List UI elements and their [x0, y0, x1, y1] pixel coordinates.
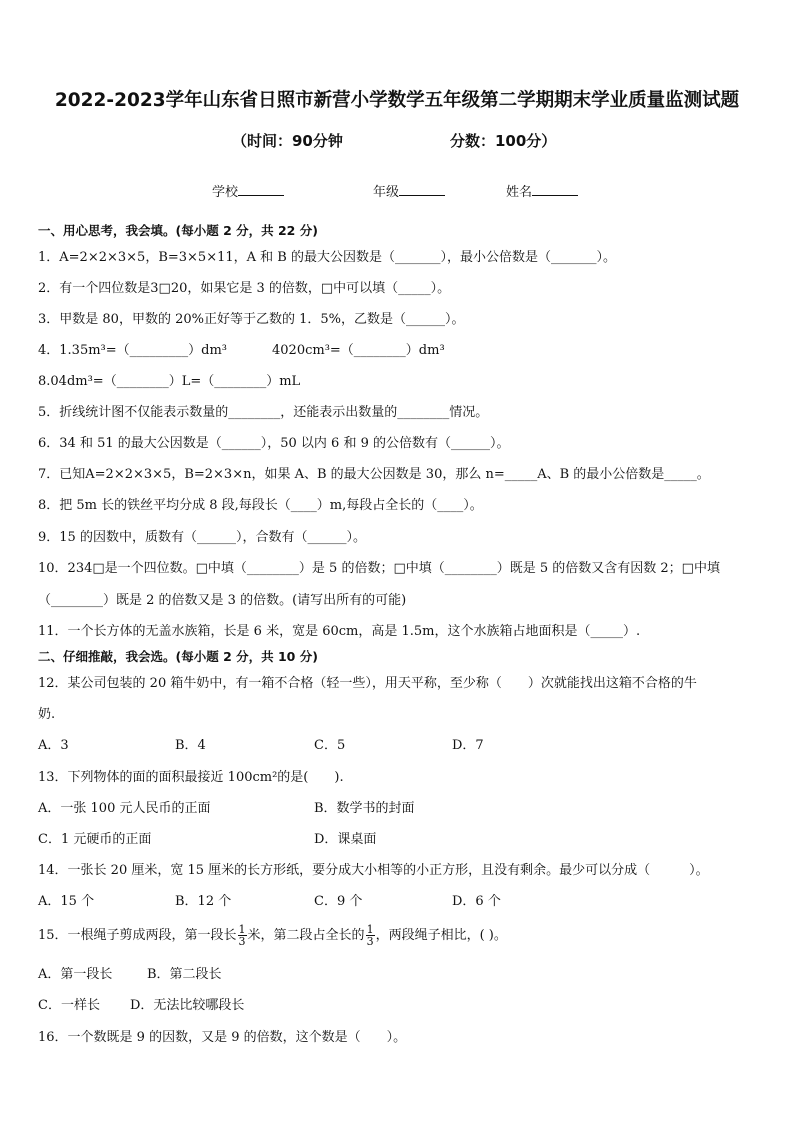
grade-blank[interactable]: [399, 183, 445, 196]
question-14: 14．一张长 20 厘米，宽 15 厘米的长方形纸，要分成大小相等的小正方形，且没有剩余。最少可以分成（ ）。: [38, 863, 709, 878]
question-2: 2．有一个四位数是3□20，如果它是 3 的倍数，□中可以填（_____）。: [38, 281, 451, 296]
grade-label: 年级: [373, 185, 400, 200]
school-blank[interactable]: [238, 183, 284, 196]
question-9: 9．15 的因数中，质数有（______），合数有（______）。: [38, 530, 366, 545]
q15-fraction-1-den: 3: [238, 935, 246, 948]
exam-score: 分数：100分）: [450, 132, 557, 150]
question-15: [38, 924, 507, 947]
name-label: 姓名: [506, 185, 533, 200]
question-11: 11．一个长方体的无盖水族箱，长是 6 米，宽是 60cm，高是 1.5m，这个水族箱占地面积是（_____）.: [38, 624, 641, 639]
question-3: 3．甲数是 80，甲数的 20%正好等于乙数的 1．5%，乙数是（______）。: [38, 312, 465, 327]
q14-option-d[interactable]: D．6 个: [452, 894, 501, 909]
q13-option-a[interactable]: A．一张 100 元人民币的正面: [38, 801, 211, 816]
school-field[interactable]: [212, 181, 284, 200]
q15-fraction-2-num: 1: [366, 923, 374, 936]
question-4a: 4．1.35m³=（_________）dm³: [38, 343, 228, 358]
section2-heading: 二、仔细推敲，我会选。(每小题 2 分，共 10 分): [38, 649, 318, 664]
question-12b: 奶.: [38, 707, 56, 722]
question-12a: 12．某公司包装的 20 箱牛奶中，有一箱不合格（轻一些），用天平称，至少称（ ）次就能找出这箱不合格的牛: [38, 676, 697, 691]
page-title: 2022-2023学年山东省日照市新营小学数学五年级第二学期期末学业质量监测试题: [54, 90, 740, 111]
q15-option-c[interactable]: C．一样长: [38, 998, 100, 1013]
q13-option-b[interactable]: B．数学书的封面: [314, 801, 415, 816]
grade-field[interactable]: [373, 181, 445, 200]
q12-option-d[interactable]: D．7: [452, 738, 484, 753]
q15-option-a[interactable]: A．第一段长: [38, 967, 113, 982]
school-label: 学校: [212, 185, 239, 200]
q13-option-c[interactable]: C．1 元硬币的正面: [38, 832, 152, 847]
name-blank[interactable]: [532, 183, 578, 196]
q14-option-c[interactable]: C．9 个: [314, 894, 363, 909]
q12-option-b[interactable]: B．4: [175, 738, 206, 753]
question-4b: 4020cm³=（________）dm³: [272, 343, 445, 358]
question-6: 6．34 和 51 的最大公因数是（______），50 以内 6 和 9 的公倍数有（______）。: [38, 436, 510, 451]
q15-fraction-1-num: 1: [238, 923, 246, 936]
question-1: 1．A=2×2×3×5，B=3×5×11，A 和 B 的最大公因数是（_______），最小公倍数是（_______）。: [38, 250, 616, 265]
question-7: 7．已知A=2×2×3×5，B=2×3×n，如果 A、B 的最大公因数是 30，那么 n=_____A、B 的最小公倍数是_____。: [38, 467, 710, 482]
q15-text-end: ，两段绳子相比，( )。: [375, 928, 507, 943]
q12-option-c[interactable]: C．5: [314, 738, 346, 753]
question-16: 16．一个数既是 9 的因数，又是 9 的倍数，这个数是（ ）。: [38, 1030, 407, 1045]
name-field[interactable]: [506, 181, 578, 200]
question-5: 5．折线统计图不仅能表示数量的________，还能表示出数量的________情况。: [38, 405, 489, 420]
q15-text-mid: 米，第二段占全长的: [247, 928, 365, 943]
q15-fraction-2-den: 3: [366, 935, 374, 948]
q13-option-d[interactable]: D．课桌面: [314, 832, 377, 847]
question-10b: （________）既是 2 的倍数又是 3 的倍数。(请写出所有的可能): [38, 593, 407, 608]
q15-fraction-2: [366, 924, 375, 947]
question-8: 8．把 5m 长的铁丝平均分成 8 段,每段长（____）m,每段占全长的（____）。: [38, 498, 483, 513]
q14-option-b[interactable]: B．12 个: [175, 894, 232, 909]
q15-option-b[interactable]: B．第二段长: [147, 967, 222, 982]
question-4c: 8.04dm³=（________）L=（________）mL: [38, 374, 301, 389]
section1-heading: 一、用心思考，我会填。(每小题 2 分，共 22 分): [38, 223, 318, 238]
exam-time: （时间：90分钟: [232, 132, 343, 150]
q14-option-a[interactable]: A．15 个: [38, 894, 95, 909]
q12-option-a[interactable]: A．3: [38, 738, 69, 753]
q15-option-d[interactable]: D．无法比较哪段长: [130, 998, 245, 1013]
q15-fraction-1: [238, 924, 247, 947]
question-10a: 10．234□是一个四位数。□中填（________）是 5 的倍数；□中填（________）既是 5 的倍数又含有因数 2；□中填: [38, 561, 720, 576]
q15-text-start: 15．一根绳子剪成两段，第一段长: [38, 928, 237, 943]
question-13: 13．下列物体的面的面积最接近 100cm²的是( ).: [38, 770, 344, 785]
